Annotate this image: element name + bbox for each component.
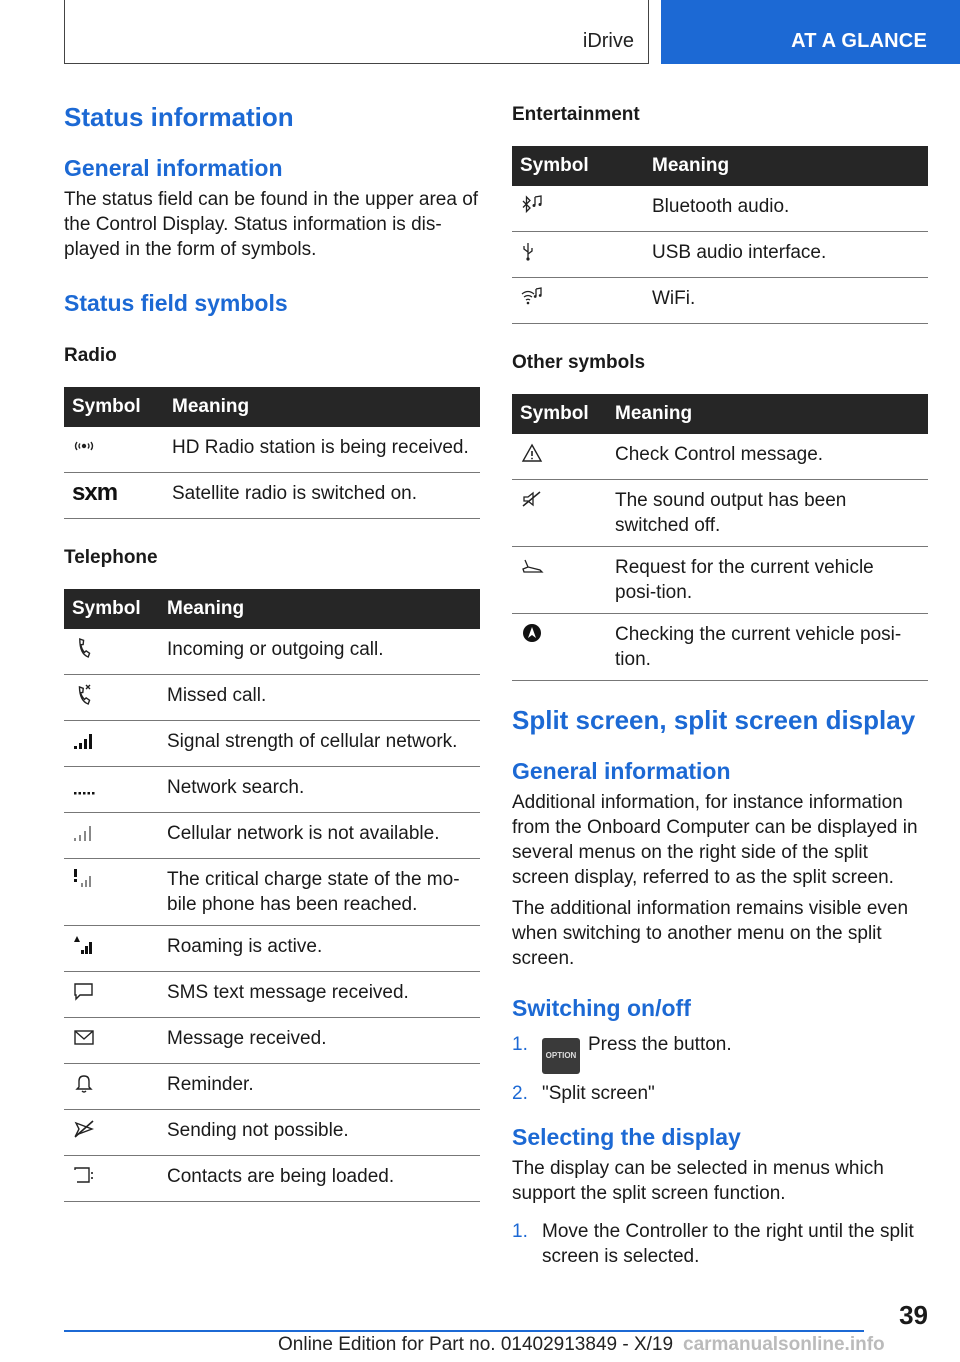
meaning-cell: The critical charge state of the mo-bile phone has been reached. [159,859,480,926]
usb-icon [520,240,544,262]
col-header-meaning: Meaning [644,146,928,186]
table-row [64,629,480,675]
meaning-cell: Bluetooth audio. [644,186,928,232]
entertainment-table [512,146,928,324]
table-row [64,859,480,926]
col-header-symbol: Symbol [512,146,644,186]
table-row [64,473,480,519]
col-header-meaning: Meaning [607,394,928,434]
svg-text:sxm: sxm [72,481,118,503]
envelope-icon [72,1026,96,1048]
col-header-symbol: Symbol [64,387,164,427]
signal-strength-icon [72,729,96,751]
warning-triangle-icon [520,442,544,464]
split-paragraph-2: The additional information remains visible even when switching to another menu on the split screen. [512,898,909,969]
table-row [64,675,480,721]
meaning-cell: WiFi. [644,278,928,324]
telephone-heading: Telephone [64,547,158,568]
phone-call-icon [72,637,96,659]
symbol-cell [512,614,607,681]
symbol-cell [512,434,607,480]
right-column [512,104,928,1276]
radio-heading: Radio [64,345,117,366]
table-row [64,767,480,813]
section-heading: Status field symbols [64,290,288,316]
meaning-cell: HD Radio station is being received. [164,427,480,473]
meaning-cell: Request for the current vehicle posi-tion. [607,547,928,614]
symbol-cell [64,972,159,1018]
step-text: Press the button. [588,1034,732,1055]
step-number: 1. [512,1221,528,1242]
col-header-symbol: Symbol [512,394,607,434]
table-row [64,1110,480,1156]
symbol-cell [64,1018,159,1064]
symbol-cell [64,1064,159,1110]
meaning-cell: Reminder. [159,1064,480,1110]
table-row [512,186,928,232]
switch-steps [512,1032,928,1106]
header-section-box [64,0,649,64]
option-button-icon: OPTION [542,1038,580,1074]
meaning-cell: Cellular network is not available. [159,813,480,859]
section-heading: General information [64,155,283,181]
edition-text: Online Edition for Part no. 01402913849 - X/19 [278,1334,674,1355]
section-heading: Switching on/off [512,995,691,1021]
symbol-cell [512,278,644,324]
meaning-cell: Missed call. [159,675,480,721]
symbol-cell [64,675,159,721]
split-paragraph-1: Additional information, for instance information from the Onboard Computer can be displayed in several menus on the right side of the split screen display, referred to as the split screen. [512,792,918,888]
critical-charge-icon [72,867,96,889]
select-paragraph: The display can be selected in menus which support the split screen function. [512,1158,884,1204]
symbol-cell [512,232,644,278]
meaning-cell: Sending not possible. [159,1110,480,1156]
meaning-cell: SMS text message received. [159,972,480,1018]
meaning-cell: Contacts are being loaded. [159,1156,480,1202]
network-search-icon [72,775,96,797]
symbol-cell [64,1110,159,1156]
missed-call-icon [72,683,96,705]
meaning-cell: Signal strength of cellular network. [159,721,480,767]
vehicle-position-request-icon [520,555,544,577]
header-chapter: AT A GLANCE [791,30,927,52]
symbol-cell [64,813,159,859]
symbol-cell [64,1156,159,1202]
step-text: "Split screen" [542,1083,655,1104]
sxm-logo-icon [72,481,144,503]
col-header-meaning: Meaning [164,387,480,427]
bluetooth-audio-icon [520,194,544,216]
roaming-icon [72,934,96,956]
table-row [64,1064,480,1110]
table-row [64,1018,480,1064]
symbol-cell [64,473,164,519]
table-row [512,232,928,278]
wifi-audio-icon [520,286,544,308]
table-row [512,434,928,480]
meaning-cell: Satellite radio is switched on. [164,473,480,519]
table-row [512,614,928,681]
symbol-cell [512,547,607,614]
footer-divider [64,1330,864,1332]
meaning-cell: Network search. [159,767,480,813]
table-row [64,1156,480,1202]
no-network-icon [72,821,96,843]
header-chapter-box [661,0,960,64]
step-number: 2. [512,1083,528,1104]
sending-not-possible-icon [72,1118,96,1140]
other-symbols-table [512,394,928,681]
radio-table [64,387,480,519]
section-heading: General information [512,758,731,784]
other-symbols-heading: Other symbols [512,352,646,373]
table-row [64,427,480,473]
table-row [64,813,480,859]
meaning-cell: Checking the current vehicle posi-tion. [607,614,928,681]
list-item [512,1081,928,1106]
sms-icon [72,980,96,1002]
step-text: Move the Controller to the right until the split screen is selected. [542,1221,914,1267]
col-header-symbol: Symbol [64,589,159,629]
hd-radio-icon [72,435,96,457]
symbol-cell [64,926,159,972]
meaning-cell: Message received. [159,1018,480,1064]
section-heading: Selecting the display [512,1124,741,1150]
symbol-cell [512,186,644,232]
table-row [64,926,480,972]
intro-paragraph: The status field can be found in the upper area of the Control Display. Status information is dis-played in the form of symbols. [64,189,479,260]
table-row [64,721,480,767]
symbol-cell [64,629,159,675]
symbol-cell [512,480,607,547]
meaning-cell: Incoming or outgoing call. [159,629,480,675]
col-header-meaning: Meaning [159,589,480,629]
page-number: 39 [899,1300,928,1330]
meaning-cell: Roaming is active. [159,926,480,972]
table-row [512,480,928,547]
list-item [512,1219,928,1269]
vehicle-position-check-icon [520,622,544,644]
watermark-text: carmanualsonline.info [683,1334,885,1355]
telephone-table [64,589,480,1202]
header-section: iDrive [582,30,634,52]
bell-icon [72,1072,96,1094]
table-row [512,278,928,324]
meaning-cell: Check Control message. [607,434,928,480]
left-column [64,102,480,1202]
symbol-cell [64,427,164,473]
meaning-cell: The sound output has been switched off. [607,480,928,547]
symbol-cell [64,859,159,926]
split-screen-title: Split screen, split screen display [512,705,916,735]
symbol-cell [64,721,159,767]
sound-off-icon [520,488,544,510]
select-steps [512,1219,928,1269]
contacts-loading-icon [72,1164,96,1186]
table-row [64,972,480,1018]
step-number: 1. [512,1034,528,1055]
page-title: Status information [64,102,294,132]
list-item [512,1032,928,1074]
symbol-cell [64,767,159,813]
table-row [512,547,928,614]
entertainment-heading: Entertainment [512,104,640,125]
meaning-cell: USB audio interface. [644,232,928,278]
